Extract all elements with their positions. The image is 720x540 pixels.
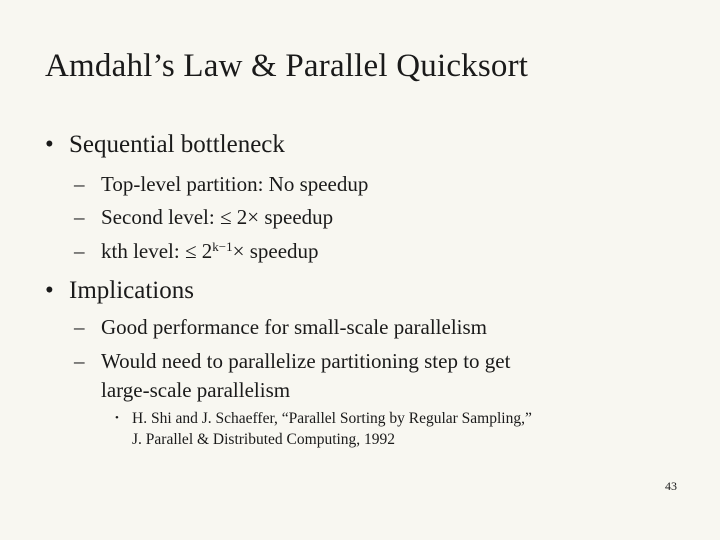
dash-icon: – — [74, 172, 85, 196]
bullet-icon: • — [115, 412, 119, 424]
reference-line2: J. Parallel & Distributed Computing, 1992 — [132, 431, 396, 448]
sub-item-text-prefix: kth level: ≤ 2 — [101, 239, 213, 263]
bullet-icon: • — [45, 277, 54, 304]
bullet-implications — [45, 277, 194, 305]
exponent: k−1 — [212, 239, 233, 254]
bullet-text: Implications — [69, 277, 194, 304]
dash-icon: – — [74, 315, 85, 339]
sub-item-parallelize-partitioning — [74, 349, 510, 374]
sub-item-text: Top-level partition: No speedup — [101, 172, 369, 196]
sub-item-kth-level — [74, 239, 319, 264]
page-number: 43 — [665, 479, 677, 493]
sub-item-top-level — [74, 172, 368, 197]
sub-item-second-level — [74, 205, 333, 230]
bullet-text: Sequential bottleneck — [69, 131, 285, 158]
sub-item-text: Good performance for small-scale parallelism — [101, 315, 488, 339]
sub-item-text-suffix: × speedup — [232, 239, 319, 263]
reference-line1: H. Shi and J. Schaeffer, “Parallel Sorting by Regular Sampling,” — [132, 410, 532, 427]
sub-item-text-line1: Would need to parallelize partitioning step to get — [101, 349, 511, 373]
bullet-icon: • — [45, 131, 54, 158]
sub-item-text-line2: large-scale parallelism — [101, 378, 291, 402]
dash-icon: – — [74, 349, 85, 373]
dash-icon: – — [74, 239, 85, 263]
slide-title: Amdahl’s Law & Parallel Quicksort — [45, 48, 529, 84]
sub-item-good-performance — [74, 315, 487, 340]
sub-item-text: Second level: ≤ 2× speedup — [101, 205, 334, 229]
bullet-sequential-bottleneck — [45, 131, 285, 159]
dash-icon: – — [74, 205, 85, 229]
reference-citation — [115, 410, 532, 428]
